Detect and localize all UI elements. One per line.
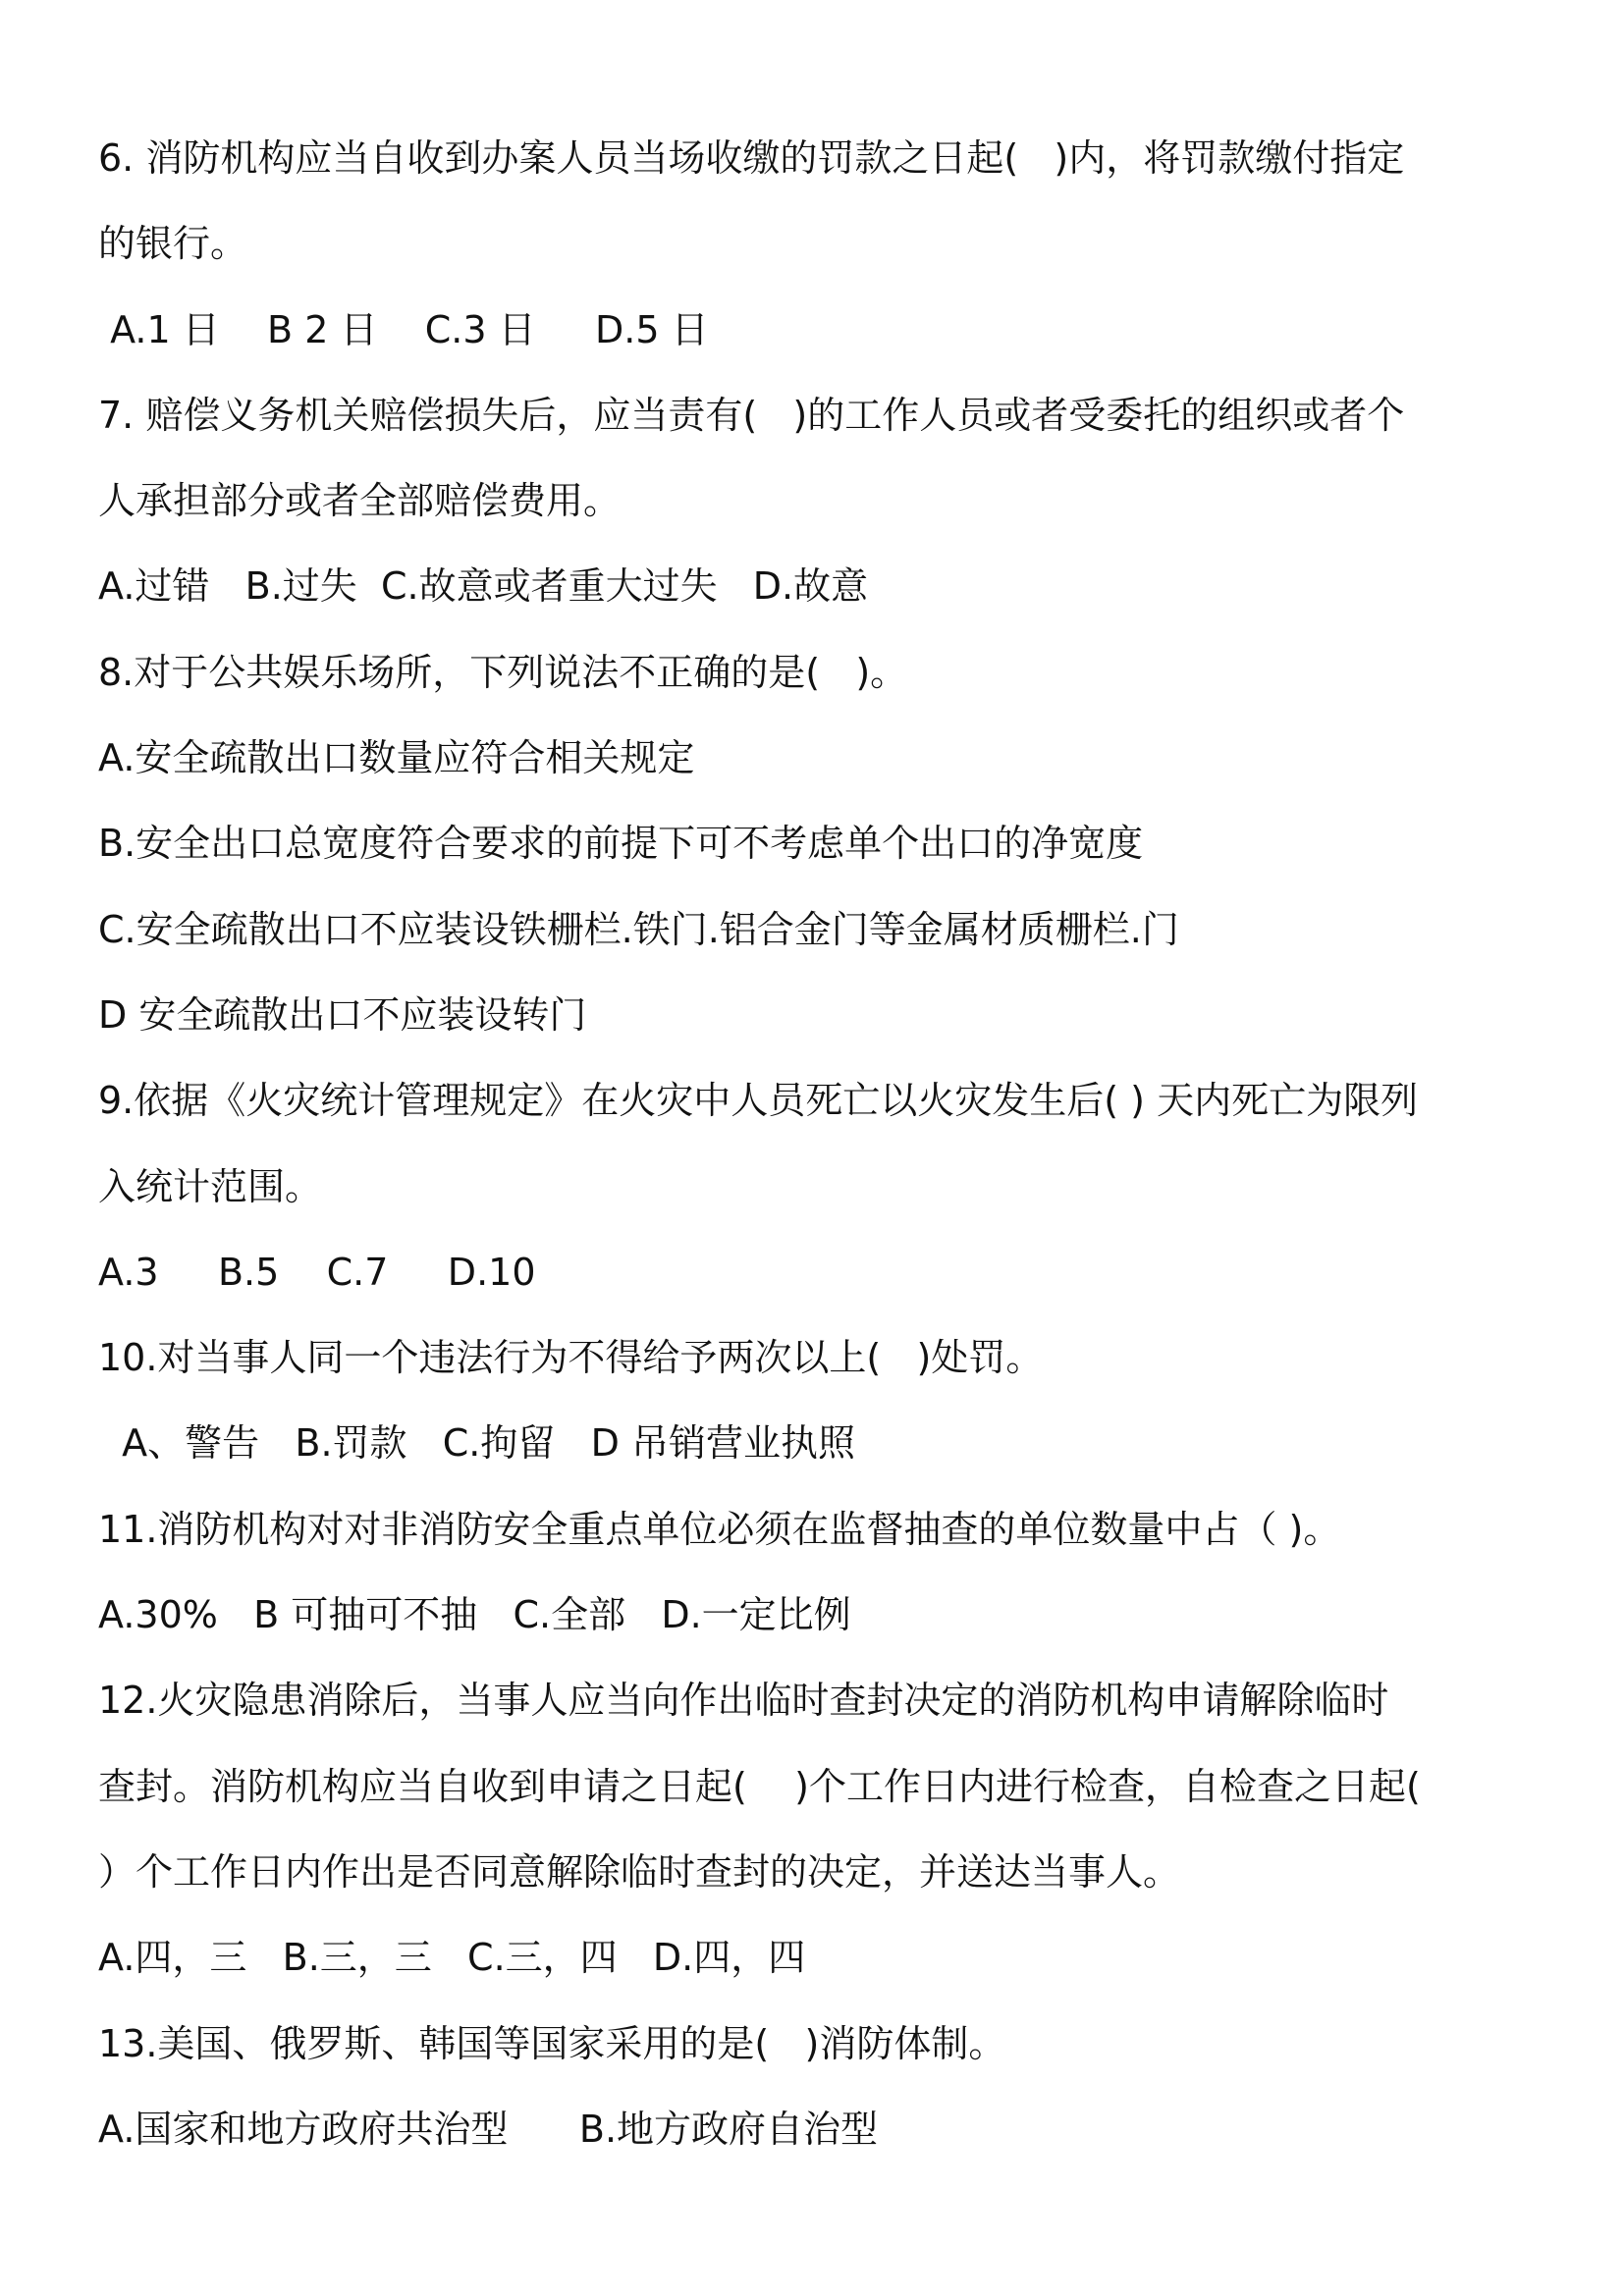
q8-option-d: D 安全疏散出口不应装设转门 — [98, 992, 587, 1037]
q9-line-2: 入统计范围。 — [98, 1164, 323, 1208]
q7-line-2: 人承担部分或者全部赔偿费用。 — [98, 479, 622, 523]
q8-question: 8.对于公共娱乐场所，下列说法不正确的是( )。 — [98, 650, 908, 694]
q8-option-c: C.安全疏散出口不应装设铁栅栏.铁门.铝合金门等金属材质栅栏.门 — [98, 907, 1179, 951]
q9-options: A.3 B.5 C.7 D.10 — [98, 1250, 536, 1294]
q10-options: A、警告 B.罚款 C.拘留 D 吊销营业执照 — [98, 1421, 855, 1466]
q9-line-1: 9.依据《火灾统计管理规定》在火灾中人员死亡以火灾发生后( ) 天内死亡为限列 — [98, 1079, 1419, 1123]
document-page — [98, 116, 1542, 2172]
q13-question: 13.美国、俄罗斯、韩国等国家采用的是( )消防体制。 — [98, 2021, 1006, 2065]
q7-line-1: 7. 赔偿义务机关赔偿损失后，应当责有( )的工作人员或者受委托的组织或者个 — [98, 393, 1405, 437]
q13-options: A.国家和地方政府共治型 B.地方政府自治型 — [98, 2107, 879, 2151]
q10-question: 10.对当事人同一个违法行为不得给予两次以上( )处罚。 — [98, 1336, 1044, 1380]
q6-line-1: 6. 消防机构应当自收到办案人员当场收缴的罚款之日起( )内，将罚款缴付指定 — [98, 136, 1405, 180]
q11-options: A.30% B 可抽可不抽 C.全部 D.一定比例 — [98, 1593, 851, 1637]
q12-line-3: ）个工作日内作出是否同意解除临时查封的决定，并送达当事人。 — [98, 1849, 1181, 1894]
q6-options: A.1 日 B 2 日 C.3 日 D.5 日 — [98, 307, 709, 351]
q6-line-2: 的银行。 — [98, 222, 248, 266]
q12-line-1: 12.火灾隐患消除后，当事人应当向作出临时查封决定的消防机构申请解除临时 — [98, 1679, 1389, 1723]
q8-option-b: B.安全出口总宽度符合要求的前提下可不考虑单个出口的净宽度 — [98, 822, 1144, 866]
q11-question: 11.消防机构对对非消防安全重点单位必须在监督抽查的单位数量中占（ )。 — [98, 1507, 1341, 1551]
q12-options: A.四，三 B.三，三 C.三，四 D.四，四 — [98, 1936, 806, 1980]
q8-option-a: A.安全疏散出口数量应符合相关规定 — [98, 736, 695, 780]
q7-options: A.过错 B.过失 C.故意或者重大过失 D.故意 — [98, 564, 869, 609]
q12-line-2: 查封。消防机构应当自收到申请之日起( )个工作日内进行检查，自检查之日起( — [98, 1764, 1421, 1808]
